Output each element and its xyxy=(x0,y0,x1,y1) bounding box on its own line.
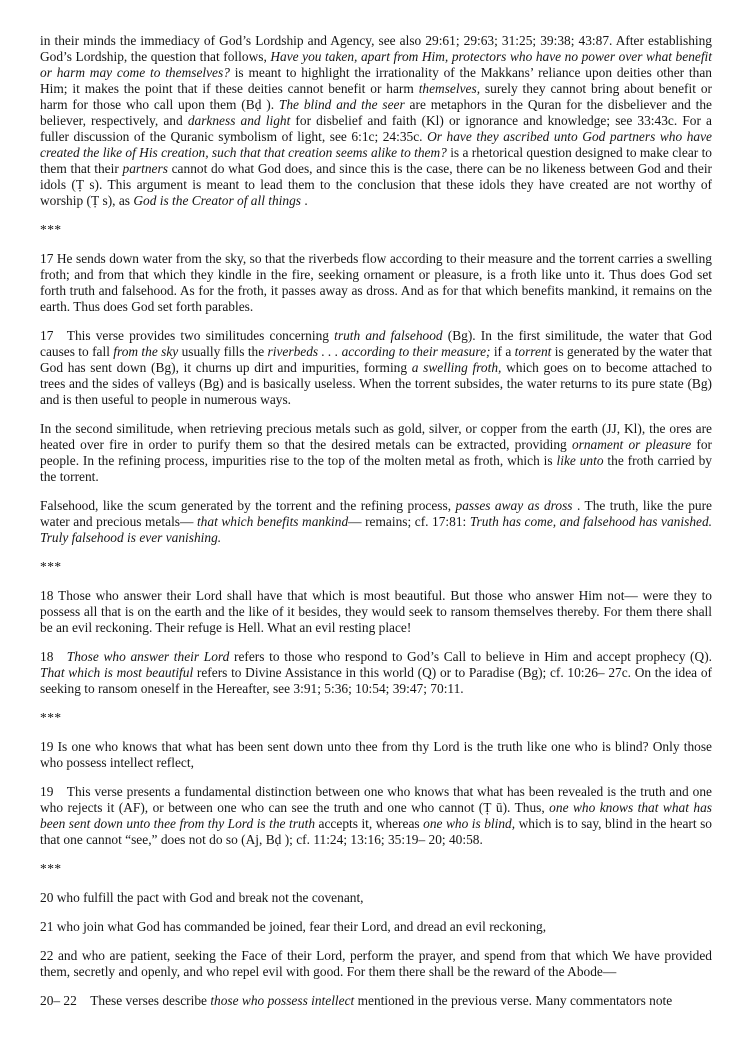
verse-translation-paragraph xyxy=(40,588,712,636)
commentary-paragraph xyxy=(40,328,712,408)
scripture-quote-italic-run: themselves, xyxy=(418,81,481,96)
commentary-paragraph xyxy=(40,649,712,697)
section-separator: *** xyxy=(40,222,62,237)
text-run: 18 Those who answer their Lord shall have that which is most beautiful. But those who answer Him not— were they to possess all that is on the earth and the like of it besides, they would seek to ransom themselves thereby. For them there shall be an evil reckoning. Their refuge is Hell. What an evil resting place! xyxy=(40,588,712,635)
text-run: which goes on to become attached to trees and the sides of valleys (Bg) and is basically useless. When the torrent subsides, the water returns to its pure state (Bg) and is then useful to people in numerous ways. xyxy=(40,360,712,407)
verse-translation-paragraph xyxy=(40,919,712,935)
scripture-quote-italic-run: Truth has come, and falsehood has vanished. Truly falsehood is ever vanishing. xyxy=(40,514,712,545)
scripture-quote-italic-run: darkness and light xyxy=(187,113,291,128)
text-run: 20 who fulfill the pact with God and break not the covenant, xyxy=(40,890,364,905)
scripture-quote-italic-run: those who possess intellect xyxy=(210,993,355,1008)
scripture-quote-italic-run: truth and falsehood xyxy=(334,328,443,343)
text-run: 17 This verse provides two similitudes concerning xyxy=(40,328,335,343)
verse-translation-paragraph xyxy=(40,948,712,980)
commentary-paragraph xyxy=(40,498,712,546)
section-separator: *** xyxy=(40,861,62,876)
text-run: are metaphors in the Quran for the disbeliever and the believer, respectively, and xyxy=(40,97,712,128)
text-run: is a rhetorical question designed to make clear to them that their xyxy=(40,145,712,176)
scripture-quote-italic-run: torrent xyxy=(514,344,552,359)
scripture-quote-italic-run: a swelling froth, xyxy=(411,360,502,375)
text-run: if a xyxy=(490,344,515,359)
text-run: 21 who join what God has commanded be joined, fear their Lord, and dread an evil reckoning, xyxy=(40,919,547,934)
section-separator: *** xyxy=(40,559,62,574)
scripture-quote-italic-run: Those who answer their Lord xyxy=(66,649,230,664)
text-run: for disbelief and faith (Kl) or ignorance and knowledge; see 33:43c. For a fuller discussion of the Quranic symbolism of light, see 6:1c; 24:35c. xyxy=(40,113,712,144)
text-run: . The truth, like the pure water and precious metals— xyxy=(40,498,712,529)
text-run: refers to Divine Assistance in this world (Q) or to Paradise (Bg); cf. 10:26– 27c. On the idea of seeking to ransom oneself in the Hereafter, see 3:91; 5:36; 10:54; 39:47; 70:11. xyxy=(40,665,712,696)
text-run: surely they cannot bring about benefit or harm for those who call upon them (Bḍ ). xyxy=(40,81,712,112)
scripture-quote-italic-run: from the sky xyxy=(113,344,179,359)
verse-translation-paragraph xyxy=(40,890,712,906)
text-run: 20– 22 These verses describe xyxy=(40,993,211,1008)
text-run: 18 xyxy=(40,649,67,664)
verse-translation-paragraph xyxy=(40,739,712,771)
verse-translation-paragraph xyxy=(40,251,712,315)
scripture-quote-italic-run: That which is most beautiful xyxy=(40,665,194,680)
scripture-quote-italic-run: partners xyxy=(122,161,168,176)
text-run: 22 and who are patient, seeking the Face of their Lord, perform the prayer, and spend from that which We have provided them, secretly and openly, and who repel evil with good. For them there shall be the reward of the Abode— xyxy=(40,948,712,979)
text-run: . xyxy=(301,193,308,208)
text-run: is generated by the water that God has sent down (Bg), it churns up dirt and impurities, forming xyxy=(40,344,713,375)
scripture-quote-italic-run: like unto xyxy=(556,453,604,468)
text-run: in their minds the immediacy of God’s Lordship and Agency, see also 29:61; 29:63; 31:25; 39:38; 43:87. After establishing God’s Lordship, the question that follows, xyxy=(40,33,712,64)
text-run: In the second similitude, when retrieving precious metals such as gold, silver, or copper from the earth (JJ, Kl), the ores are heated over fire in order to purify them so that the desired metals can be extracted, providing xyxy=(40,421,712,452)
text-run: usually fills the xyxy=(178,344,268,359)
scripture-quote-italic-run: ornament or pleasure xyxy=(571,437,692,452)
text-run: which is to say, blind in the heart so that one cannot “see,” does not do so (Aj, Bḍ ); cf. 11:24; 13:16; 35:19– 20; 40:58. xyxy=(40,816,713,847)
text-run: the froth carried by the torrent. xyxy=(40,453,713,484)
commentary-paragraph xyxy=(40,421,712,485)
text-run: Falsehood, like the scum generated by the torrent and the refining process, xyxy=(40,498,456,513)
section-separator: *** xyxy=(40,710,62,725)
scripture-quote-italic-run: Or have they ascribed unto God partners who have created the like of His creation, such that that creation seems alike to them? xyxy=(40,129,712,160)
commentary-paragraph xyxy=(40,993,712,1009)
scripture-quote-italic-run: riverbeds . . . according to their measure; xyxy=(267,344,491,359)
scripture-quote-italic-run: that which benefits mankind xyxy=(196,514,349,529)
scripture-quote-italic-run: one who is blind, xyxy=(423,816,516,831)
text-run: 19 This verse presents a fundamental distinction between one who knows that what has been revealed is the truth and one who rejects it (AF), or between one who can see the truth and one who cannot (Ṭ ū). Thus, xyxy=(40,784,712,815)
text-run: mentioned in the previous verse. Many commentators note xyxy=(354,993,673,1008)
text-run: 19 Is one who knows that what has been sent down unto thee from thy Lord is the truth like one who is blind? Only those who possess intellect reflect, xyxy=(40,739,712,770)
scripture-quote-italic-run: one who knows that what has been sent down unto thee from thy Lord is the truth xyxy=(40,800,712,831)
text-run: cannot do what God does, and since this is the case, there can be no likeness between God and their idols (Ṭ s). This argument is meant to lead them to the conclusion that these idols they have created are not worthy of worship (Ṭ s), as xyxy=(40,161,713,208)
text-run: 17 He sends down water from the sky, so that the riverbeds flow according to their measure and the torrent carries a swelling froth; and from that which they kindle in the fire, seeking ornament or pleasure, is a froth like unto it. Thus does God set forth truth and falsehood. As for the froth, it passes away as dross. And as for that which benefits mankind, it remains on the earth. Thus does God set forth parables. xyxy=(40,251,712,314)
scripture-quote-italic-run: The blind and the seer xyxy=(278,97,405,112)
scripture-quote-italic-run: God is the Creator of all things xyxy=(133,193,301,208)
text-run: is meant to highlight the irrationality of the Makkans’ reliance upon deities other than Him; it makes the point that if these deities cannot benefit or harm xyxy=(40,65,712,96)
commentary-paragraph xyxy=(40,33,712,209)
text-run: accepts it, whereas xyxy=(315,816,424,831)
text-run: refers to those who respond to God’s Call to believe in Him and accept prophecy (Q). xyxy=(229,649,712,664)
commentary-paragraph xyxy=(40,784,712,848)
text-run: (Bg). In the first similitude, the water that God causes to fall xyxy=(40,328,712,359)
text-run: for people. In the refining process, impurities rise to the top of the molten metal as froth, which is xyxy=(40,437,712,468)
scripture-quote-italic-run: Have you taken, apart from Him, protectors who have no power over what benefit or harm may come to themselves? xyxy=(40,49,712,80)
scripture-quote-italic-run: passes away as dross xyxy=(455,498,573,513)
text-run: — remains; cf. 17:81: xyxy=(348,514,470,529)
